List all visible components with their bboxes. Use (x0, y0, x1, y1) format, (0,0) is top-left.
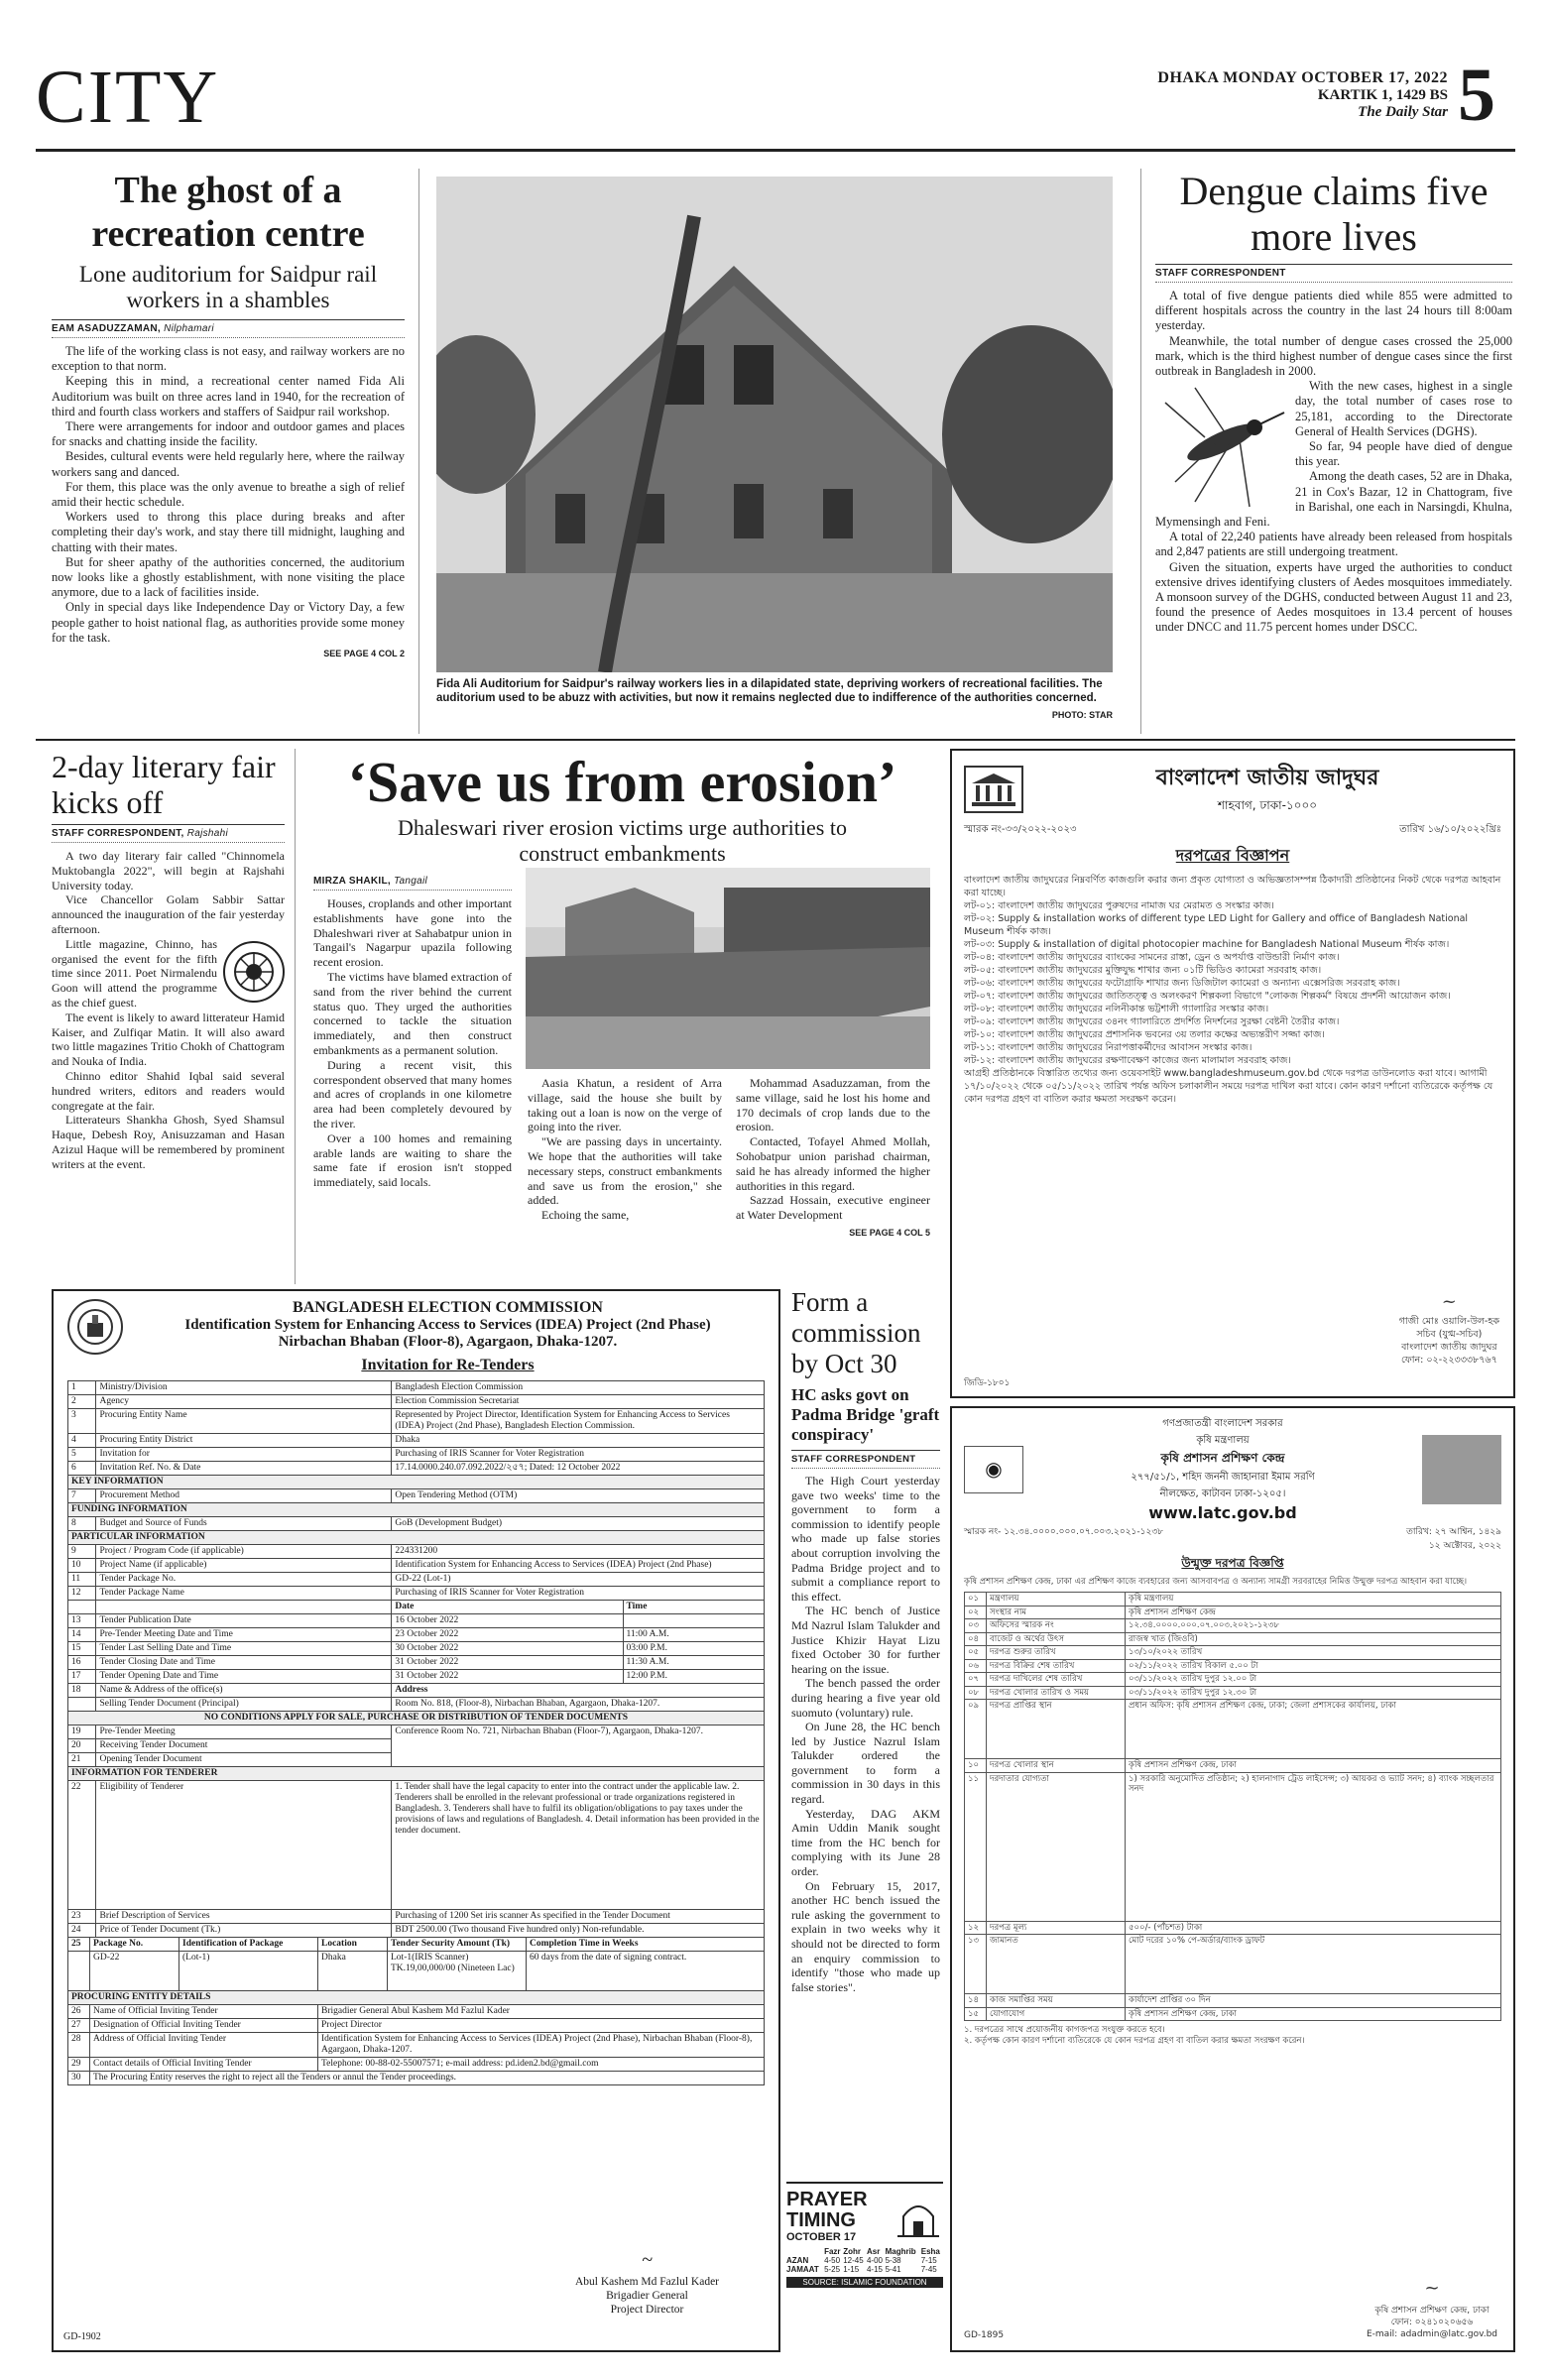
notice-body: বাংলাদেশ জাতীয় জাদুঘরের নিম্নবর্ণিত কাজগুলি করার জন্য প্রকৃত যোগ্যতা ও অভিজ্ঞতাসম্পন্ন ঠিকাদারী প্রতিষ্ঠানের নিকট থেকে দরপত্র আহবান করা যাচ্ছে। লট-০১: বাংলাদেশ জাতীয় জাদুঘরের পুরুষদের নামাজ ঘর মেরামত ও সংস্কার কাজ। লট-০২: Supply & installation works of different type LED Light for Gallery and office of Bangladesh National Museum শীর্ষক কাজ। লট-০৩: Supply & installation of digital photocopier machine for Bangladesh National Museum শীর্ষক কাজ। লট-০৪: বাংলাদেশ জাতীয় জাদুঘরের ব্যাংকের সামনের রাস্তা, ড্রেন ও অপর্যাপ্ত বাউন্ডারী নির্মাণ কাজ। লট-০৫: বাংলাদেশ জাতীয় জাদুঘরের মুক্তিযুদ্ধ শাখার জন্য ০১টি ভিডিও ক্যামেরা সরবরাহ কাজ। লট-০৬: বাংলাদেশ জাতীয় জাদুঘরের ফটোগ্রাফি শাখার জন্য ডিজিটাল ক্যামেরা ও অন্যান্য এক্সেসরিজ সরবরাহ কাজ। লট-০৭: বাংলাদেশ জাতীয় জাদুঘরের জাতিতত্ত্ব ও অলংকরণ শিল্পকলা বিভাগে "লোকজ শিল্পকর্ম" বিষয়ে প্রদর্শনী আয়োজন কাজ। লট-০৮: বাংলাদেশ জাতীয় জাদুঘরের নলিনীকান্ত ভট্টশালী গ্যালারির সংস্কার কাজ। লট-০৯: বাংলাদেশ জাতীয় জাদুঘরের ৩৪নং গ্যালারিতে প্রদর্শিত নিদর্শনের সুরক্ষা বেষ্টনী তৈরীর কাজ। লট-১০: বাংলাদেশ জাতীয় জাদুঘরের প্রশাসনিক ভবনের ৩য় তলার কক্ষের অভ্যন্তরীণ সজ্জা কাজ। লট-১১: বাংলাদেশ জাতীয় জাদুঘরের নিরাপত্তাকর্মীদের আবাসন সংস্কার কাজ। লট-১২: বাংলাদেশ জাতীয় জাদুঘরের রক্ষণাবেক্ষণ কাজের জন্য মালামাল সরবরাহ কাজ। আগ্রহী প্রতিষ্ঠানকে বিস্তারিত তথ্যের জন্য ওয়েবসাইট www.bangladeshmuseum.gov.bd থেকে দরপত্র ডাউনলোড করা যাবে। আগামী ১৭/১০/২০২২ থেকে ০৫/১১/২০২২ তারিখ পর্যন্ত অফিস চলাকালীন সময়ে দরপত্র দাখিল করা যাবে। কোন কারণ দর্শানো ব্যতিরেকে কর্তৃপক্ষ যে কোন দরপত্র গ্রহণ বা বাতিল করার ক্ষমতা সংরক্ষণ করেন। (964, 874, 1501, 1105)
prayer-title: PRAYER (786, 2189, 868, 2210)
university-emblem-icon (232, 950, 276, 994)
signature-mark: ~ (1424, 2278, 1440, 2299)
ref-number: স্মারক নং- ১২.৩৪.০০০০.০০০.০৭.০০৩.২০২১-১২৩৮ (964, 1527, 1164, 1537)
museum-tender-notice (950, 749, 1515, 1398)
table-row: ০৩ অফিসের স্মারক নং ১২.৩৪.০০০০.০০০.০৭.০০৩.২০২১-১২৩৮ (965, 1619, 1501, 1633)
story-erosion (307, 752, 937, 877)
table-row: GD-22 (Lot-1) Dhaka Lot-1(IRIS Scanner) TK.19,00,000/00 (Nineteen Lac) 60 days from the date of signing contract. (68, 1952, 765, 1991)
museum-title: বাংলাদেশ জাতীয় জাদুঘর (1155, 766, 1379, 790)
table-row: ০৬ দরপত্র বিক্রির শেষ তারিখ ০২/১১/২০২২ তারিখ বিকাল ৫.০০ টা (965, 1659, 1501, 1673)
signature-block: ~ গাজী মোঃ ওয়ালি-উল-হক সচিব (যুগ্ম-সচিব) বাংলাদেশ জাতীয় জাদুঘর ফোন: ০২-২২৩৩৩৮৭৬৭ (1398, 1291, 1499, 1366)
erosion-photo (526, 868, 930, 1069)
notice-date: তারিখ ১৬/১০/২০২২খ্রিঃ (1399, 824, 1501, 835)
table-row: ১০ দরপত্র খোলার স্থান কৃষি প্রশাসন প্রশিক্ষণ কেন্দ্র, ঢাকা (965, 1759, 1501, 1773)
article-col-2: Aasia Khatun, a resident of Arra village, said the house she built by taking out a loan is now on the verge of going into the river. "We are passing days in uncertainty. We hope that the authorities will take necessary steps, construct embankments and save us from the erosion," she added. Echoing the same, (528, 1076, 722, 1223)
article-body: A total of five dengue patients died while 855 were admitted to different hospitals across the country in the last 24 hours till 8:00am yesterday. Meanwhile, the total number of dengue cases crossed the 25,000 mark, which is the third highest number of dengue cases since the first outbreak in Bangladesh in 2000. With the new cases, highest in a single day, the total number of cases rose to 25,181, according to the Directorate General of Health Services (DGHS). So far, 94 people have died of dengue this year. Among the death cases, 52 are in Dhaka, 21 in Cox's Bazar, 12 in Chattogram, five in Barishal, one each in Narsingdi, Khulna, Mymensingh and Feni. A total of 22,240 patients have already been released from hospitals and 2,847 patients are still undergoing treatment. Given the situation, experts have urged the authorities to conduct extensive drives identifying clusters of Aedes mosquitoes immediately. A monsoon survey of the DGHS, conducted between August 11 and 23, found the presence of Aedes mosquitoes in 13.4 percent of houses under DNCC and 11.75 percent homes under DSCC. (1155, 289, 1512, 635)
table-row: ১১ দরদাতার যোগ্যতা ১) সরকারি অনুমোদিত প্রতিষ্ঠান; ২) হালনাগাদ ট্রেড লাইসেন্স; ৩) আয়কর ও ভ্যাট সনদ; ৪) ব্যাংক সচ্ছলতার সনদ (965, 1772, 1501, 1921)
krishi-table (964, 1592, 1501, 2021)
table-row: 28 Address of Official Inviting Tender Identification System for Enhancing Access to Services (IDEA) Project (2nd Phase), Nirbachan Bhaban (Floor-8), Agargaon, Dhaka-1207. (68, 2033, 765, 2058)
table-row: ০৯ দরপত্র প্রাপ্তির স্থান প্রধান অফিস: কৃষি প্রশাসন প্রশিক্ষণ কেন্দ্র, ঢাকা; জেলা প্রশাসকের কার্যালয়, ঢাকা (965, 1700, 1501, 1759)
table-row: 19 Pre-Tender Meeting Conference Room No. 721, Nirbachan Bhaban (Floor-7), Agargaon, Dhaka-1207. (68, 1726, 765, 1739)
table-row: 9 Project / Program Code (if applicable) 224331200 (68, 1545, 765, 1559)
ec-logo (67, 1299, 123, 1355)
table-row: 25 Package No. Identification of Package Location Tender Security Amount (Tk) Completion Time in Weeks (68, 1938, 765, 1952)
jump-line: SEE PAGE 4 COL 2 (323, 649, 405, 659)
table-row: Selling Tender Document (Principal) Room No. 818, (Floor-8), Nirbachan Bhaban, Agargaon, Dhaka-1207. (68, 1698, 765, 1712)
article-body: The High Court yesterday gave two weeks' time to the government to form a commission to identify people who made up false stories about corruption involving the Padma Bridge project and to submit a compliance report to this effect. The HC bench of Justice Md Nazrul Islam Talukder and Justice Khizir Hayat Lizu fixed October 30 for further hearing on the issue. The bench passed the order during hearing a five year old suomuto (voluntary) rule. On June 28, the HC bench led by Justice Nazrul Islam Talukder ordered the government to form a commission in 30 days in this regard. Yesterday, DAG AKM Amin Uddin Manik sought time from the HC bench for complying with its June 28 order. On February 15, 2017, another HC bench issued the rule asking the government to explain in two weeks why it should not be directed to form an enquiry commission to identify "those who made up false stories". (791, 1474, 940, 1994)
table-row: 23 Brief Description of Services Purchasing of 1200 Set iris scanner As specified in the Tender Document (68, 1910, 765, 1924)
article-body: A two day literary fair called "Chinnomela Muktobangla 2022", will begin at Rajshahi University today. Vice Chancellor Golam Sabbir Sattar announced the inauguration of the fair yesterday afternoon. Little magazine, Chinno, has organised the event for the fifth time since 2011. Poet Nirmalendu Goon will attend the programme as the chief guest. The event is likely to award litterateur Hamid Kaiser, and Zulfiqar Matin. It will also award two little magazines Tritio Chokh of Chattogram and Nouka of India. Chinno editor Shahid Iqbal said several hundred writers, editors and readers would congregate at the fair. Litterateurs Shankha Ghosh, Syed Shamsul Haque, Debesh Roy, Anisuzzaman and Hasan Azizul Haque will be remembered by prominent writers at the event. (52, 849, 285, 1171)
notice-intro: কৃষি প্রশাসন প্রশিক্ষণ কেন্দ্র, ঢাকা এর প্রশিক্ষণ কাজে ব্যবহারের জন্য আসবাবপত্র ও অন্যান্য সামগ্রী সরবরাহের নিমিত্ত উন্মুক্ত দরপত্র আহবান করা যাচ্ছে। (964, 1577, 1468, 1587)
gov-name: গণপ্রজাতন্ত্রী বাংলাদেশ সরকার (1162, 1418, 1283, 1429)
table-row: 6 Invitation Ref. No. & Date 17.14.0000.240.07.092.2022/২৫৭; Dated: 12 October 2022 (68, 1462, 765, 1476)
section-row: PROCURING ENTITY DETAILS (68, 1991, 765, 2005)
table-row: 1 Ministry/Division Bangladesh Election Commission (68, 1381, 765, 1395)
table-row: ১৩ জামানত মোট দরের ১০% পে-অর্ডার/ব্যাংক ড্রাফট (965, 1935, 1501, 1994)
table-row: 29 Contact details of Official Inviting Tender Telephone: 00-88-02-55007571; e-mail address: pd.iden2.bd@gmail.com (68, 2058, 765, 2072)
column-rule (1140, 169, 1141, 734)
table-row: ০৪ বাজেট ও অর্থের উৎস রাজস্ব খাত (জিওবি) (965, 1632, 1501, 1646)
bangla-date: KARTIK 1, 1429 BS (1317, 87, 1448, 103)
deck: Dhaleswari river erosion victims urge authorities to construct embankments (398, 815, 847, 866)
table-row: 16 Tender Closing Date and Time 31 October 2022 11:30 A.M. (68, 1656, 765, 1670)
prayer-timing-box (786, 2182, 943, 2352)
byline: MIRZA SHAKIL, Tangail (313, 873, 512, 891)
table-row: 11 Tender Package No. GD-22 (Lot-1) (68, 1573, 765, 1587)
table-row: 13 Tender Publication Date 16 October 2022 (68, 1614, 765, 1628)
prayer-title2: TIMING (786, 2209, 856, 2231)
section-row: NO CONDITIONS APPLY FOR SALE, PURCHASE OR DISTRIBUTION OF TENDER DOCUMENTS (68, 1712, 765, 1726)
page-number: 5 (1458, 54, 1495, 137)
headline: The ghost of a recreation centre (91, 170, 365, 255)
table-row: 2 Agency Election Commission Secretariat (68, 1395, 765, 1409)
mosquito-illustration (1155, 383, 1289, 512)
tender-signature: ~ Abul Kashem Md Fazlul Kader Brigadier General Project Director (575, 2249, 719, 2316)
center-address: ২৭৭/৫১/১, শহিদ জননী জাহানারা ইমাম সরণি (1131, 1472, 1315, 1483)
headline: ‘Save us from erosion’ (347, 750, 897, 814)
table-row: 22 Eligibility of Tenderer 1. Tender shall have the legal capacity to enter into the contract under the applicable law. 2. Tenderers shall be enrolled in the relevant professional or trade organizations registered in Bangladesh. 3. Tenderers shall have to fulfil its obligation/obligations to pay taxes under the provisions of laws and regulations of Bangladesh. 4. Detail information has been provided in the tender document. (68, 1781, 765, 1910)
procuring-table (67, 1990, 765, 2085)
section-row: INFORMATION FOR TENDERER (68, 1767, 765, 1781)
table-row: 12 Tender Package Name Purchasing of IRIS Scanner for Voter Registration (68, 1587, 765, 1601)
table-row: 17 Tender Opening Date and Time 31 October 2022 12:00 P.M. (68, 1670, 765, 1684)
article-col-3: Mohammad Asaduzzaman, from the same village, said he lost his home and 170 decimals of crop lands due to the erosion. Contacted, Tofayel Ahmed Mollah, Sohobatpur union parishad chairman, said he has already informed the higher authorities in this regard. Sazzad Hossain, executive engineer at Water Development SEE PAGE 4 COL 5 (736, 1076, 930, 1241)
table-row: ১২ দরপত্র মূল্য ৫০০/- (পাঁচশত) টাকা (965, 1921, 1501, 1935)
deck: HC asks govt on Padma Bridge 'graft conspiracy' (791, 1385, 940, 1444)
headline: 2-day literary fair kicks off (52, 749, 276, 820)
byline: STAFF CORRESPONDENT (1155, 264, 1512, 283)
website-link[interactable]: www.latc.gov.bd (1148, 1503, 1297, 1522)
byline: EAM ASADUZZAMAN, Nilphamari (52, 319, 405, 338)
section-row: PARTICULAR INFORMATION (68, 1531, 765, 1545)
tender-title: Invitation for Re-Tenders (361, 1357, 535, 1373)
prayer-table (786, 2247, 943, 2274)
table-row: ১৪ কাজ সমাপ্তির সময় কার্যাদেশ প্রাপ্তির ৩০ দিন (965, 1994, 1501, 2008)
table-row: 3 Procuring Entity Name Represented by Project Director, Identification System for Enhancing Access to Services (IDEA) Project (2nd Phase), Bangladesh Election Commission. (68, 1409, 765, 1434)
table-row: 24 Price of Tender Document (Tk.) BDT 2500.00 (Two thousand Five hundred only) Non-refundable. (68, 1924, 765, 1938)
photo-credit: PHOTO: STAR (1051, 710, 1113, 720)
section-row: KEY INFORMATION (68, 1476, 765, 1489)
byline: STAFF CORRESPONDENT (791, 1450, 940, 1469)
article-body: The life of the working class is not easy, and railway workers are no exception to that norm. Keeping this in mind, a recreational center named Fida Ali Auditorium was built on three acres land in 1940, for the recreation of third and fourth class workers and staffers of Saidpur rail workshop. There were arrangements for indoor and outdoor games and places for snacks and chatting inside the facility. Besides, cultural events were held regularly here, where the railway workers sang and danced. For them, this place was the only avenue to breathe a sigh of relief amid their hectic schedule. Workers used to throng this place during breaks and after completing their day's work, and stay there till midnight, laughing and chatting with their mates. But for sheer apathy of the authorities concerned, the auditorium now looks like a ghostly establishment, with none visiting the place anymore, due to a lack of facilities inside. Only in special days like Independence Day or Victory Day, a few people gather to hoist national flag, as authorities provide some money for the task. (52, 344, 405, 645)
table-row: 7 Procurement Method Open Tendering Method (OTM) (68, 1489, 765, 1503)
table-row: Date Time (68, 1601, 765, 1614)
jump-line: SEE PAGE 4 COL 5 (849, 1227, 930, 1238)
table-row: ০১ মন্ত্রণালয় কৃষি মন্ত্রণালয় (965, 1593, 1501, 1606)
table-row: 20 Receiving Tender Document (68, 1739, 765, 1753)
table-row: 15 Tender Last Selling Date and Time 30 October 2022 03:00 P.M. (68, 1642, 765, 1656)
tender-address: Nirbachan Bhaban (Floor-8), Agargaon, Dhaka-1207. (278, 1334, 618, 1350)
table-row: ০২ সংস্থার নাম কৃষি প্রশাসন প্রশিক্ষণ কেন্দ্র (965, 1606, 1501, 1619)
table-row: 8 Budget and Source of Funds GoB (Development Budget) (68, 1517, 765, 1531)
auditorium-photo (436, 177, 1113, 672)
ad-code: জিডি-১৮০১ (964, 1377, 1011, 1388)
table-row: 4 Procuring Entity District Dhaka (68, 1434, 765, 1448)
prayer-date: OCTOBER 17 (786, 2231, 857, 2243)
notice-title: উন্মুক্ত দরপত্র বিজ্ঞপ্তি (1181, 1556, 1284, 1570)
portrait-photo (1422, 1435, 1501, 1504)
column-rule (418, 169, 419, 734)
dateline: DHAKA MONDAY OCTOBER 17, 2022 (1157, 69, 1448, 86)
riverbank-illustration (526, 868, 930, 1069)
story-literary-fair (52, 749, 285, 1172)
table-row: ০৫ দরপত্র শুরুর তারিখ ১৩/১০/২০২২ তারিখ (965, 1646, 1501, 1660)
byline: STAFF CORRESPONDENT, Rajshahi (52, 824, 285, 843)
section-title: CITY (36, 56, 220, 139)
tender-project: Identification System for Enhancing Access to Services (IDEA) Project (2nd Phase) (184, 1317, 711, 1333)
table-row: Fazr Zohr Asr Maghrib Esha (824, 2247, 940, 2256)
museum-address: শাহবাগ, ঢাকা-১০০০ (1217, 798, 1318, 812)
ref-number: স্মারক নং-৩৩/২০২২-২০২৩ (964, 824, 1077, 835)
table-row: 14 Pre-Tender Meeting Date and Time 23 October 2022 11:00 A.M. (68, 1628, 765, 1642)
headline: Form a commission by Oct 30 (791, 1287, 921, 1378)
mosque-icon (894, 2192, 943, 2241)
dateline-block (1091, 69, 1448, 121)
museum-logo (964, 766, 1023, 813)
story-dengue (1155, 169, 1512, 636)
headline: Dengue claims five more lives (1179, 169, 1489, 259)
tender-org: BANGLADESH ELECTION COMMISSION (293, 1299, 603, 1316)
column-rule (295, 749, 296, 1284)
table-row: 21 Opening Tender Document (68, 1753, 765, 1767)
mujib-logo: ◉ (964, 1446, 1023, 1493)
ad-code: GD-1895 (964, 2329, 1005, 2340)
notice-terms: ১. দরপত্রের সাথে প্রয়োজনীয় কাগজপত্র সংযুক্ত করতে হবে। ২. কর্তৃপক্ষ কোন কারণ দর্শানো ব্যতিরেকে যে কোন দরপত্র গ্রহণ বা বাতিল করার ক্ষমতা সংরক্ষণ করেন। (964, 2025, 1305, 2046)
masthead-logo: The Daily Star (1358, 104, 1448, 120)
table-row: 26 Name of Official Inviting Tender Brigadier General Abul Kashem Md Fazlul Kader (68, 2005, 765, 2019)
table-row: 30 The Procuring Entity reserves the right to reject all the Tenders or annul the Tender proceedings. (68, 2072, 765, 2085)
photo-caption: Fida Ali Auditorium for Saidpur's railway workers lies in a dilapidated state, depriving workers of recreational facilities. The auditorium used to be abuzz with activities, but now it remains neglected due to indifference of the authorities concerned. PHOTO: STAR (436, 678, 1113, 720)
table-row: 18 Name & Address of the office(s) Address (68, 1684, 765, 1698)
center-address2: নীলক্ষেত, কাটাবন ঢাকা-১২০৫। (1159, 1488, 1286, 1499)
signature-mark: ~ (1441, 1291, 1457, 1312)
table-row: ০৭ দরপত্র দাখিলের শেষ তারিখ ০৩/১১/২০২২ তারিখ দুপুর ১২.০০ টা (965, 1673, 1501, 1687)
ballot-emblem-icon (75, 1307, 115, 1347)
story-padma-commission (791, 1287, 940, 1994)
ministry-name: কৃষি মন্ত্রণালয় (1196, 1435, 1250, 1446)
story-recreation-centre (52, 169, 405, 658)
ru-logo (223, 941, 285, 1003)
notice-header (964, 761, 1501, 817)
table-row: ০৮ দরপত্র খোলার তারিখ ও সময় ০৩/১১/২০২২ তারিখ দুপুর ১২.৩০ টা (965, 1686, 1501, 1700)
section-row: FUNDING INFORMATION (68, 1503, 765, 1517)
signature-mark: ~ (642, 2249, 653, 2271)
date-bangla: তারিখ: ২৭ আশ্বিন, ১৪২৯ (1406, 1527, 1501, 1537)
package-table (67, 1937, 765, 1991)
election-commission-tender (52, 1289, 780, 2352)
mosquito-icon (1155, 383, 1289, 512)
table-row: ১৫ যোগাযোগ কৃষি প্রশাসন প্রশিক্ষণ কেন্দ্র, ঢাকা (965, 2007, 1501, 2021)
ad-code: GD-1902 (63, 2331, 101, 2342)
article-col-1: Houses, croplands and other important establishments have gone into the Dhaleshwari river at Sahabatpur union in Tangail's Nagarpur upazila following recent erosion. The victims have blamed extraction of sand from the river behind the current status quo. They urged the authorities concerned to tackle the situation immediately, and then construct embankments as a permanent solution. During a recent visit, this correspondent observed that many homes and acres of croplands in one kilometre area had been completely devoured by the river. Over a 100 homes and remaining arable lands are waiting to share the same fate if erosion isn't stopped immediately, said locals. (313, 896, 512, 1190)
table-row: 27 Designation of Official Inviting Tender Project Director (68, 2019, 765, 2033)
notice-header (964, 1416, 1501, 1522)
table-row: 5 Invitation for Purchasing of IRIS Scanner for Voter Registration (68, 1448, 765, 1462)
tender-table (67, 1380, 765, 1938)
date-english: ১২ অক্টোবর, ২০২২ (1428, 1540, 1501, 1551)
table-row: AZAN 4-50 12-45 4-00 5-38 7-15 (786, 2256, 937, 2265)
building-illustration (436, 177, 1113, 672)
header-rule (36, 149, 1515, 152)
center-name: কৃষি প্রশাসন প্রশিক্ষণ কেন্দ্র (1160, 1451, 1285, 1465)
table-row: 10 Project Name (if applicable) Identification System for Enhancing Access to Services (IDEA) Project (2nd Phase) (68, 1559, 765, 1573)
museum-building-icon (970, 772, 1017, 807)
krishi-tender-notice (950, 1406, 1515, 2352)
section-rule (36, 739, 1515, 741)
tender-header (67, 1299, 765, 1374)
prayer-source: SOURCE: ISLAMIC FOUNDATION (786, 2277, 943, 2288)
signature-block: ~ কৃষি প্রশাসন প্রশিক্ষণ কেন্দ্র, ঢাকা ফোন: ০২৪১০২০৬৫৬ E-mail: adadmin@latc.gov.bd (1366, 2278, 1497, 2339)
table-row: JAMAAT 5-25 1-15 4-15 5-41 7-45 (786, 2265, 937, 2274)
notice-title: দরপত্রের বিজ্ঞাপন (1175, 845, 1290, 865)
deck: Lone auditorium for Saidpur rail workers in a shambles (78, 262, 378, 312)
